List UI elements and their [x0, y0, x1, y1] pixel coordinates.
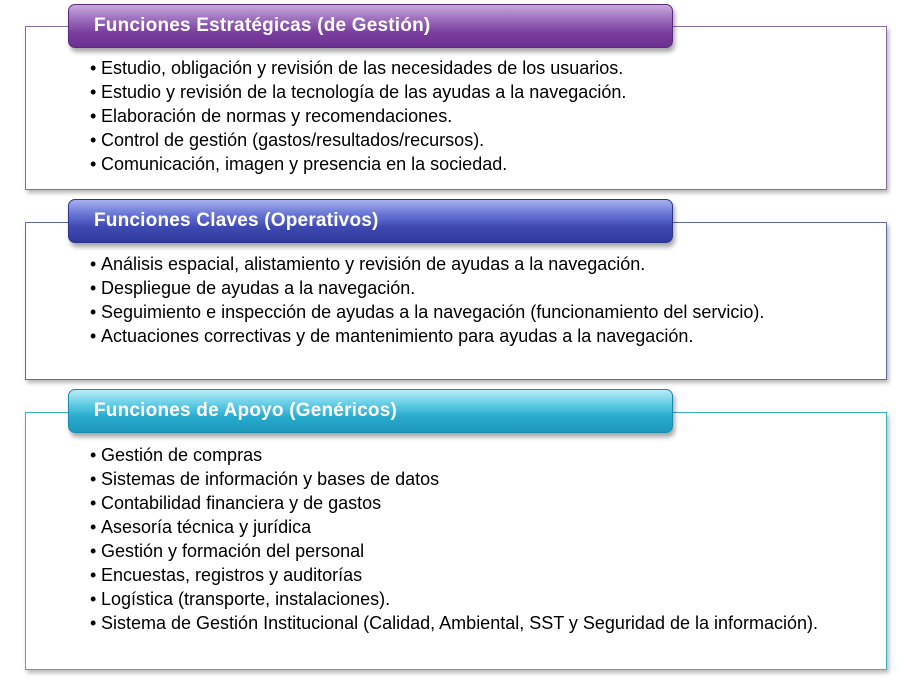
list-item: • Sistema de Gestión Institucional (Calidad, Ambiental, SST y Seguridad de la información). [90, 613, 825, 634]
list-item: • Despliegue de ayudas a la navegación. [90, 278, 825, 299]
strategic-functions-list [90, 58, 825, 178]
list-item: • Análisis espacial, alistamiento y revisión de ayudas a la navegación. [90, 254, 825, 275]
list-item: • Comunicación, imagen y presencia en la sociedad. [90, 154, 825, 175]
support-functions-header [68, 389, 673, 433]
strategic-functions-header [68, 4, 673, 48]
support-functions-title: Funciones de Apoyo (Genéricos) [94, 400, 398, 421]
list-item: • Control de gestión (gastos/resultados/recursos). [90, 130, 825, 151]
list-item: • Gestión de compras [90, 445, 825, 466]
key-functions-title: Funciones Claves (Operativos) [94, 210, 379, 231]
list-item: • Actuaciones correctivas y de mantenimiento para ayudas a la navegación. [90, 326, 825, 347]
list-item: • Estudio, obligación y revisión de las necesidades de los usuarios. [90, 58, 825, 79]
list-item: • Gestión y formación del personal [90, 541, 825, 562]
strategic-functions-title: Funciones Estratégicas (de Gestión) [94, 15, 431, 36]
list-item: • Encuestas, registros y auditorías [90, 565, 825, 586]
list-item: • Asesoría técnica y jurídica [90, 517, 825, 538]
list-item: • Logística (transporte, instalaciones). [90, 589, 825, 610]
key-functions-list [90, 254, 825, 350]
key-functions-header [68, 199, 673, 243]
list-item: • Sistemas de información y bases de datos [90, 469, 825, 490]
list-item: • Elaboración de normas y recomendaciones. [90, 106, 825, 127]
list-item: • Estudio y revisión de la tecnología de las ayudas a la navegación. [90, 82, 825, 103]
list-item: • Contabilidad financiera y de gastos [90, 493, 825, 514]
list-item: • Seguimiento e inspección de ayudas a la navegación (funcionamiento del servicio). [90, 302, 825, 323]
support-functions-list [90, 445, 825, 637]
